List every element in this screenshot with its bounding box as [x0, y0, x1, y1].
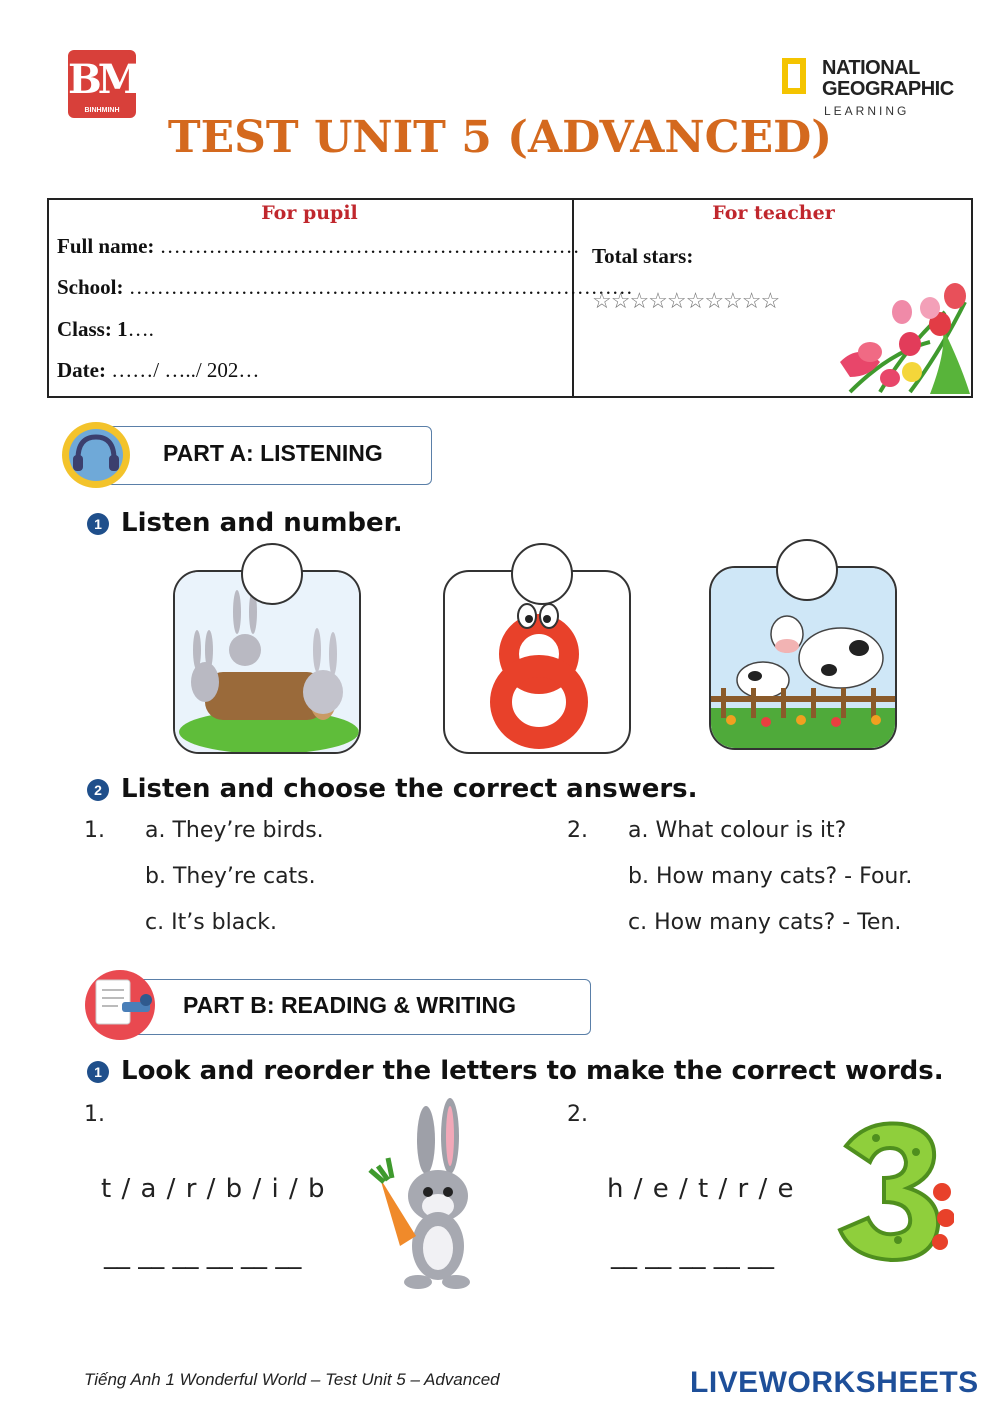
b-question-1-number: 1.: [84, 1102, 105, 1127]
natgeo-logo-frame-icon: [782, 58, 806, 94]
tulips-icon: [830, 282, 972, 396]
publisher-logo: [68, 50, 139, 118]
b-question-2-number: 2.: [567, 1102, 588, 1127]
task-a2-bullet: 2: [87, 779, 109, 801]
page-title: TEST UNIT 5 (ADVANCED): [167, 112, 833, 163]
q2-option-a[interactable]: a. What colour is it?: [628, 818, 847, 843]
star-rating: ☆☆☆☆☆☆☆☆☆☆: [592, 288, 780, 313]
question-1-number: 1.: [84, 818, 105, 843]
class-row: [57, 317, 154, 342]
school-label: School:: [57, 275, 124, 299]
part-a-label: PART A: LISTENING: [163, 440, 383, 466]
task-b1-title: Look and reorder the letters to make the correct words.: [121, 1056, 944, 1086]
class-field[interactable]: ….: [127, 317, 154, 341]
footer-text: Tiếng Anh 1 Wonderful World – Test Unit 5 – Advanced: [84, 1370, 500, 1389]
natgeo-line1: NATIONAL: [822, 57, 920, 79]
q2-answer-blanks[interactable]: __ __ __ __ __: [611, 1240, 775, 1270]
class-label: Class: 1: [57, 317, 128, 341]
task-b1-bullet: 1: [87, 1061, 109, 1083]
task-a1-title: Listen and number.: [121, 508, 403, 538]
total-stars-label: Total stars:: [592, 244, 694, 268]
date-row: [57, 358, 259, 383]
q2-option-b[interactable]: b. How many cats? - Four.: [628, 864, 913, 889]
teacher-header: For teacher: [712, 202, 835, 224]
task-a2-title: Listen and choose the correct answers.: [121, 774, 698, 804]
number-answer-3[interactable]: [776, 539, 838, 601]
headphones-icon: [60, 419, 136, 491]
pupil-header: For pupil: [261, 202, 358, 224]
natgeo-logo: [822, 58, 954, 100]
q1-answer-blanks[interactable]: __ __ __ __ __ __: [104, 1240, 302, 1270]
number-answer-2[interactable]: [511, 543, 573, 605]
date-label: Date:: [57, 358, 106, 382]
school-field[interactable]: ………………………………………………………………: [128, 275, 633, 299]
school-row: [57, 275, 633, 300]
natgeo-line2: GEOGRAPHIC: [822, 78, 954, 100]
date-field[interactable]: ……/ …../ 202…: [111, 358, 260, 382]
q1-option-b[interactable]: b. They’re cats.: [145, 864, 316, 889]
number-answer-1[interactable]: [241, 543, 303, 605]
part-b-label: PART B: READING & WRITING: [183, 992, 517, 1018]
question-2-number: 2.: [567, 818, 588, 843]
liveworksheets-logo: LIVEWORKSHEETS: [690, 1366, 979, 1399]
full-name-label: Full name:: [57, 234, 155, 258]
task-a1-bullet: 1: [87, 513, 109, 535]
q1-scrambled-letters: t / a / r / b / i / b: [101, 1174, 326, 1204]
q1-option-a[interactable]: a. They’re birds.: [145, 818, 324, 843]
number-three-icon: [836, 1118, 954, 1264]
q2-scrambled-letters: h / e / t / r / e: [607, 1174, 795, 1204]
q1-option-c[interactable]: c. It’s black.: [145, 910, 278, 935]
writing-icon: [82, 968, 160, 1042]
natgeo-sub: LEARNING: [824, 104, 910, 118]
publisher-logo-text: BM: [68, 56, 139, 103]
q2-option-c[interactable]: c. How many cats? - Ten.: [628, 910, 902, 935]
rabbit-carrot-icon: [368, 1096, 474, 1290]
full-name-row: [57, 234, 580, 259]
full-name-field[interactable]: ……………………………………………………: [159, 234, 580, 258]
publisher-logo-sub: BINHMINH: [84, 107, 120, 114]
